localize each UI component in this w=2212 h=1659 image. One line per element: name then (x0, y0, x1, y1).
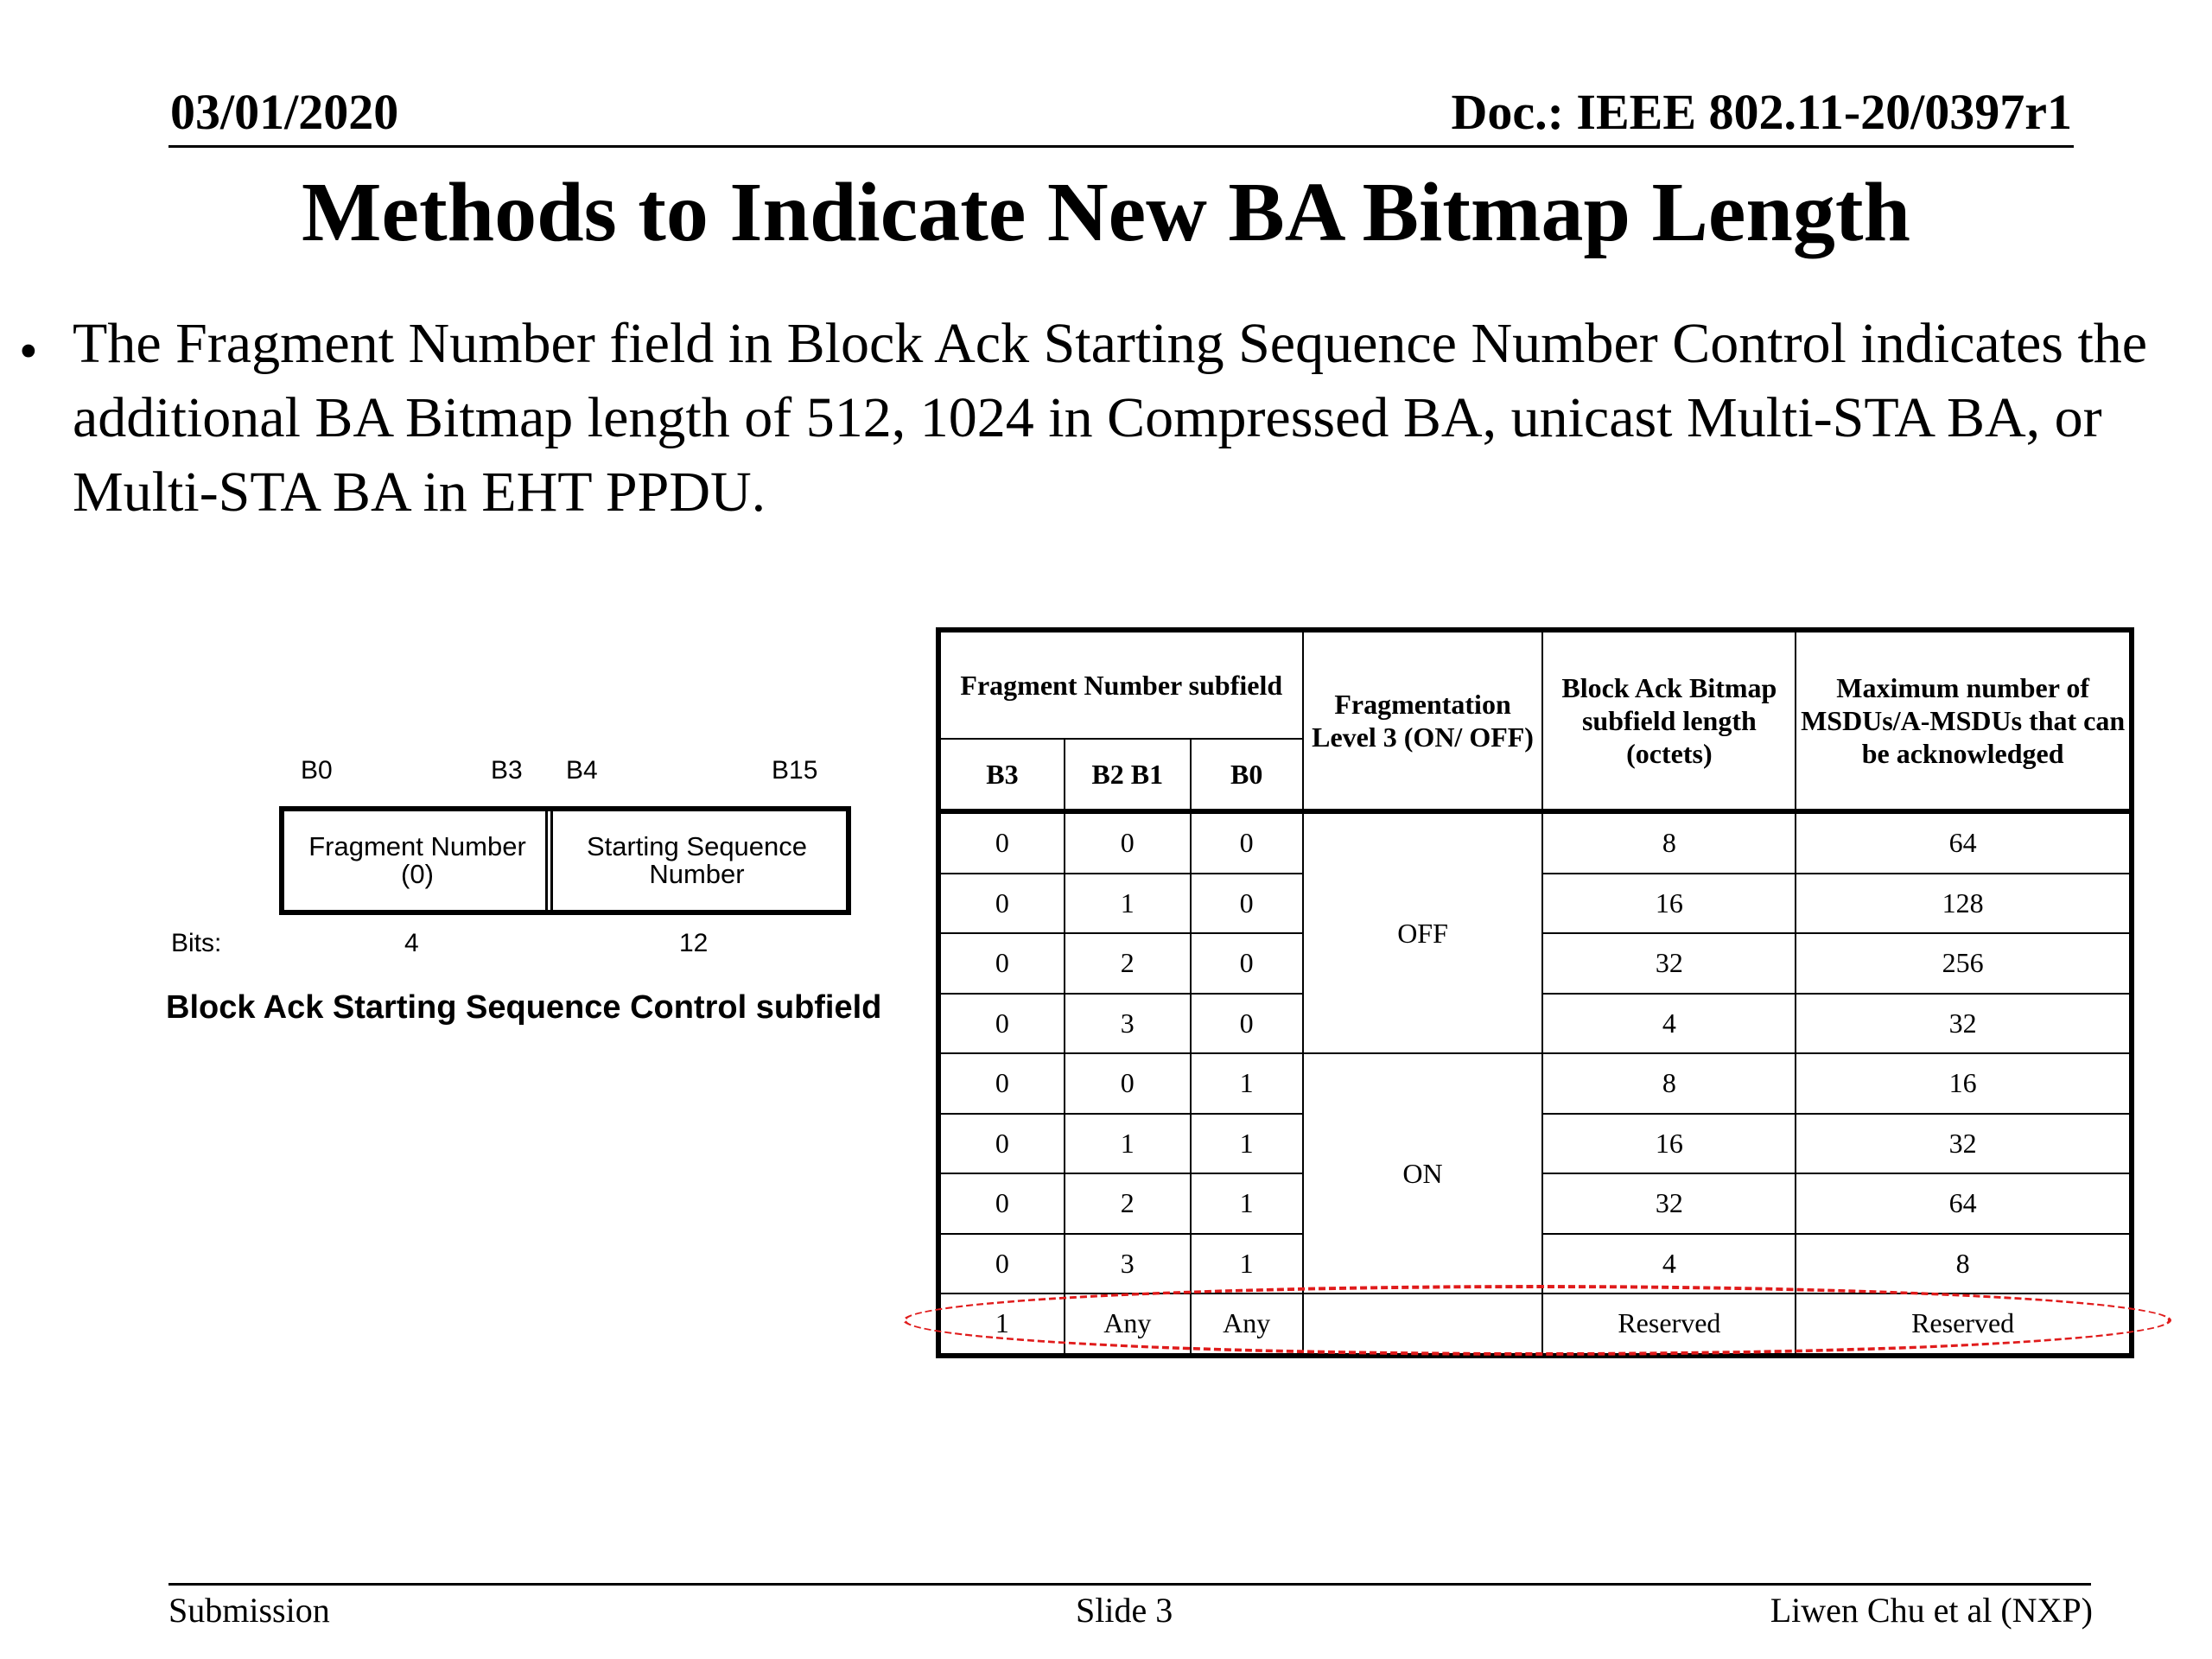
cell-b2b1: 0 (1065, 811, 1191, 874)
bit-label-b0: B0 (301, 756, 333, 785)
bits-count-sequence: 12 (679, 929, 709, 957)
header-b2b1: B2 B1 (1065, 739, 1191, 811)
field-starting-sequence-number-label: Starting Sequence Number (586, 831, 808, 889)
cell-b0: 0 (1191, 811, 1303, 874)
cell-bitmap-length: 16 (1542, 1114, 1796, 1174)
bit-label-b4: B4 (566, 756, 598, 785)
cell-max-msdus: 8 (1796, 1234, 2132, 1294)
cell-max-msdus: Reserved (1796, 1294, 2132, 1356)
cell-b3: 0 (938, 874, 1065, 934)
cell-max-msdus: 64 (1796, 1173, 2132, 1234)
field-fragment-number-label: Fragment Number (0) (308, 831, 526, 889)
cell-b0: 0 (1191, 994, 1303, 1054)
cell-b0: 1 (1191, 1114, 1303, 1174)
cell-level-on: ON (1303, 1053, 1543, 1294)
bullet-text: The Fragment Number field in Block Ack Starting Sequence Number Control indicates the additional BA Bitmap length of 512, 1024 in Compressed BA, unicast Multi-STA BA, or Multi-STA BA in EHT PPDU. (73, 312, 2148, 524)
cell-bitmap-length: 4 (1542, 994, 1796, 1054)
cell-b2b1: 3 (1065, 994, 1191, 1054)
cell-b2b1: 0 (1065, 1053, 1191, 1114)
cell-level-off: OFF (1303, 811, 1543, 1053)
cell-b0: 1 (1191, 1173, 1303, 1234)
header-b3: B3 (938, 739, 1065, 811)
cell-b2b1: Any (1065, 1294, 1191, 1356)
cell-b2b1: 2 (1065, 1173, 1191, 1234)
cell-b3: 1 (938, 1294, 1065, 1356)
cell-b2b1: 3 (1065, 1234, 1191, 1294)
cell-b3: 0 (938, 1114, 1065, 1174)
bit-label-b3: B3 (491, 756, 523, 785)
cell-b0: 1 (1191, 1234, 1303, 1294)
cell-bitmap-length: 8 (1542, 1053, 1796, 1114)
cell-b3: 0 (938, 811, 1065, 874)
cell-max-msdus: 16 (1796, 1053, 2132, 1114)
footer-submission: Submission (168, 1591, 330, 1630)
cell-b2b1: 1 (1065, 874, 1191, 934)
cell-bitmap-length: 8 (1542, 811, 1796, 874)
field-starting-sequence-number (545, 806, 851, 915)
footer-rule (168, 1583, 2091, 1586)
cell-b0: 1 (1191, 1053, 1303, 1114)
bits-count-fragment: 4 (404, 929, 419, 957)
header-doc-id: Doc.: IEEE 802.11-20/0397r1 (1451, 84, 2072, 140)
header-date: 03/01/2020 (170, 84, 399, 140)
cell-b2b1: 1 (1065, 1114, 1191, 1174)
footer-authors: Liwen Chu et al (NXP) (1770, 1591, 2093, 1630)
header-rule (168, 145, 2074, 148)
header-b0: B0 (1191, 739, 1303, 811)
bullet-marker: • (19, 322, 38, 381)
cell-max-msdus: 128 (1796, 874, 2132, 934)
cell-bitmap-length: 32 (1542, 1173, 1796, 1234)
cell-max-msdus: 64 (1796, 811, 2132, 874)
footer-slide-number: Slide 3 (1076, 1591, 1173, 1630)
cell-bitmap-length: 4 (1542, 1234, 1796, 1294)
table-row (938, 1053, 2132, 1114)
field-fragment-number (279, 806, 553, 915)
cell-max-msdus: 32 (1796, 1114, 2132, 1174)
diagram-caption: Block Ack Starting Sequence Control subfield (166, 989, 882, 1026)
header-fragment-number: Fragment Number subfield (938, 630, 1303, 739)
cell-b0: 0 (1191, 933, 1303, 994)
cell-b3: 0 (938, 994, 1065, 1054)
reserved-row-highlight (903, 1285, 2171, 1356)
cell-bitmap-length: 32 (1542, 933, 1796, 994)
slide-title: Methods to Indicate New BA Bitmap Length (301, 166, 1911, 259)
cell-b0: Any (1191, 1294, 1303, 1356)
cell-b3: 0 (938, 1173, 1065, 1234)
cell-max-msdus: 32 (1796, 994, 2132, 1054)
cell-b3: 0 (938, 1234, 1065, 1294)
header-bitmap-length: Block Ack Bitmap subfield length (octets) (1542, 630, 1796, 811)
cell-bitmap-length: 16 (1542, 874, 1796, 934)
cell-b0: 0 (1191, 874, 1303, 934)
bits-label: Bits: (171, 929, 222, 957)
cell-max-msdus: 256 (1796, 933, 2132, 994)
table-row (938, 811, 2132, 874)
cell-b2b1: 2 (1065, 933, 1191, 994)
cell-b3: 0 (938, 1053, 1065, 1114)
header-max-msdus: Maximum number of MSDUs/A-MSDUs that can be acknowledged (1796, 630, 2132, 811)
cell-bitmap-length: Reserved (1542, 1294, 1796, 1356)
bit-label-b15: B15 (772, 756, 818, 785)
header-fragmentation-level: Fragmentation Level 3 (ON/ OFF) (1303, 630, 1543, 811)
fragment-number-table (936, 627, 2134, 1358)
cell-b3: 0 (938, 933, 1065, 994)
